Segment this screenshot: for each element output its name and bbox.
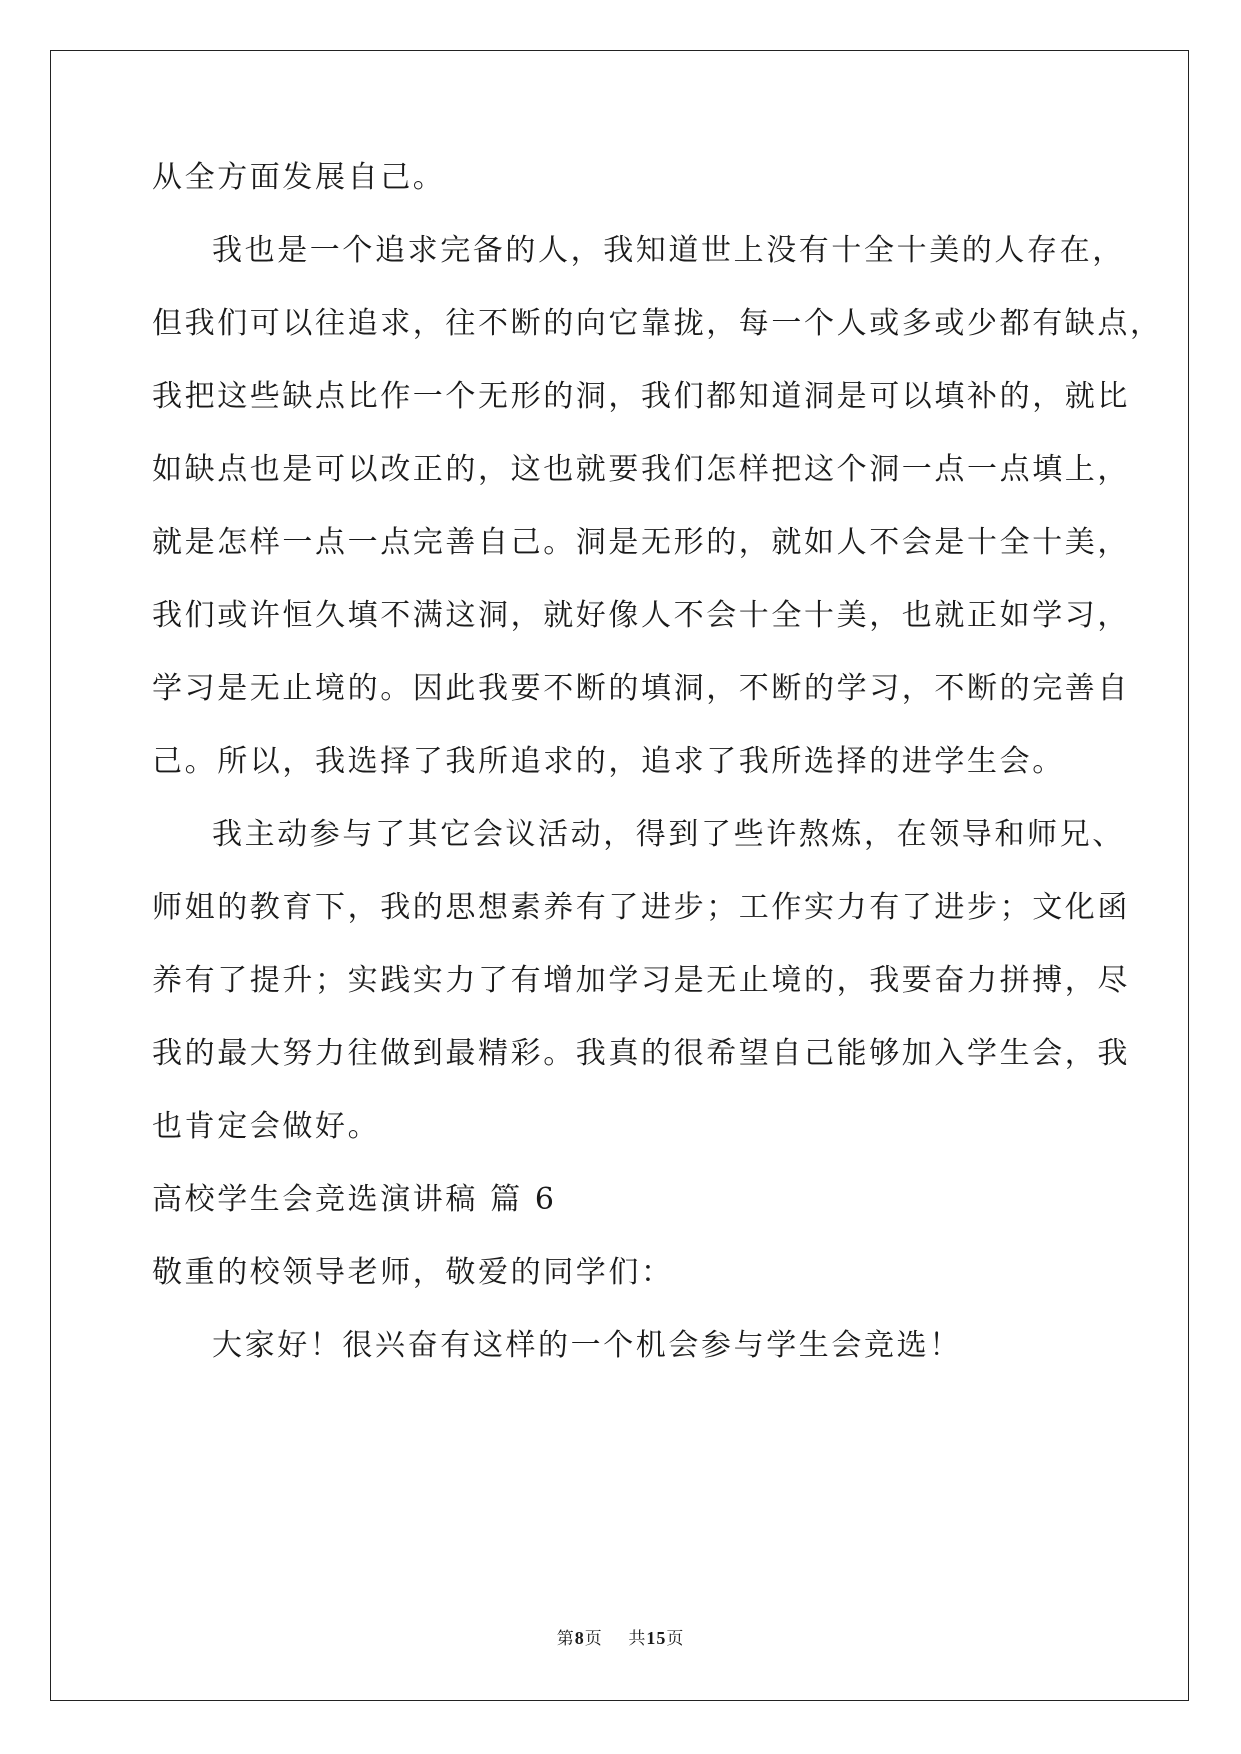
paragraph-line: 己。所以，我选择了我所追求的，追求了我所选择的进学生会。 <box>152 744 1065 779</box>
paragraph-line: 也肯定会做好。 <box>152 1109 381 1144</box>
paragraph-line: 学习是无止境的。因此我要不断的填洞，不断的学习，不断的完善自 <box>152 671 1130 706</box>
salutation: 敬重的校领导老师，敬爱的同学们： <box>152 1255 674 1290</box>
paragraph-line: 我主动参与了其它会议活动，得到了些许熬炼，在领导和师兄、 <box>212 817 1125 852</box>
page-footer <box>0 1624 1241 1649</box>
page-prefix: 第 <box>556 1629 575 1649</box>
page-number: 8 <box>574 1628 585 1648</box>
paragraph-line: 但我们可以往追求，往不断的向它靠拢，每一个人或多或少都有缺点， <box>152 306 1163 341</box>
paragraph-line: 我们或许恒久填不满这洞，就好像人不会十全十美，也就正如学习， <box>152 598 1130 633</box>
section-heading: 高校学生会竞选演讲稿 篇 6 <box>152 1182 557 1217</box>
paragraph-line: 我的最大努力往做到最精彩。我真的很希望自己能够加入学生会，我 <box>152 1036 1130 1071</box>
paragraph-line: 从全方面发展自己。 <box>152 160 446 195</box>
paragraph-line: 大家好！很兴奋有这样的一个机会参与学生会竞选！ <box>212 1328 962 1363</box>
paragraph-line: 我把这些缺点比作一个无形的洞，我们都知道洞是可以填补的，就比 <box>152 379 1130 414</box>
page-border <box>50 50 1189 1701</box>
total-suffix: 页 <box>666 1629 685 1649</box>
paragraph-line: 师姐的教育下，我的思想素养有了进步；工作实力有了进步；文化函 <box>152 890 1130 925</box>
total-prefix: 共 <box>628 1629 647 1649</box>
paragraph-line: 养有了提升；实践实力了有增加学习是无止境的，我要奋力拼搏，尽 <box>152 963 1130 998</box>
paragraph-line: 就是怎样一点一点完善自己。洞是无形的，就如人不会是十全十美， <box>152 525 1130 560</box>
page-suffix: 页 <box>584 1629 603 1649</box>
paragraph-line: 我也是一个追求完备的人，我知道世上没有十全十美的人存在， <box>212 233 1125 268</box>
total-pages: 15 <box>646 1628 667 1648</box>
paragraph-line: 如缺点也是可以改正的，这也就要我们怎样把这个洞一点一点填上， <box>152 452 1130 487</box>
